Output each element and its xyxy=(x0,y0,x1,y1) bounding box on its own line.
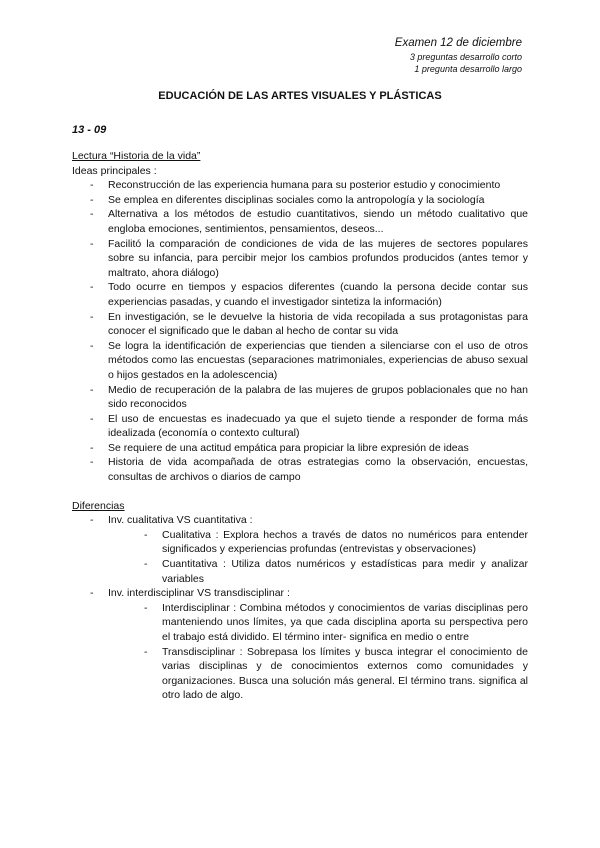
sub-list xyxy=(108,528,528,586)
differences-list xyxy=(72,513,528,703)
list-item: - Reconstrucción de las experiencia humana para su posterior estudio y conocimiento xyxy=(72,178,528,193)
ideas-list xyxy=(72,178,528,484)
ideas-label: Ideas principales : xyxy=(72,164,157,177)
notes-content xyxy=(72,149,528,703)
sub-list xyxy=(108,601,528,703)
group-label: Inv. cualitativa VS cuantitativa : xyxy=(108,514,253,527)
differences-heading: Diferencias xyxy=(72,499,125,512)
exam-header xyxy=(395,36,522,75)
list-item: - En investigación, se le devuelve la historia de vida recopilada a sus protagonistas para conocer el significado que le daban al hecho de contar su vida xyxy=(72,310,528,339)
exam-long-question: 1 pregunta desarrollo largo xyxy=(414,64,522,74)
session-date: 13 - 09 xyxy=(72,124,107,136)
list-item xyxy=(72,513,528,586)
list-item: - Se emplea en diferentes disciplinas sociales como la antropología y la sociología xyxy=(72,193,528,208)
list-item: - Cuantitativa : Utiliza datos numéricos y estadísticas para medir y analizar variables xyxy=(108,557,528,586)
list-item: - El uso de encuestas es inadecuado ya que el sujeto tiende a responder de forma más idealizada (economía o contexto cultural) xyxy=(72,412,528,441)
list-item xyxy=(72,586,528,703)
list-item: - Se requiere de una actitud empática para propiciar la libre expresión de ideas xyxy=(72,441,528,456)
list-item: - Interdisciplinar : Combina métodos y conocimientos de varias disciplinas pero manteniendo unos límites, ya que cada disciplina aporta su perspectiva pero el trabajo está dividido. El término inter- significa en medio o entre xyxy=(108,601,528,645)
list-item: - Cualitativa : Explora hechos a través de datos no numéricos para entender significados y experiencias profundas (entrevistas y observaciones) xyxy=(108,528,528,557)
list-item: - Facilitó la comparación de condiciones de vida de las mujeres de sectores populares sobre su infancia, para percibir mejor los cambios profundos producidos (antes temor y maltrato, ahora diálogo) xyxy=(72,237,528,281)
reading-heading: Lectura “Historia de la vida” xyxy=(72,150,201,162)
list-item: - Todo ocurre en tiempos y espacios diferentes (cuando la persona decide contar sus experiencias pasadas, y cuando el investigador sintetiza la información) xyxy=(72,280,528,309)
list-item: - Se logra la identificación de experiencias que tienden a silenciarse con el uso de otros métodos como las encuestas (separaciones matrimoniales, experiencias de abuso sexual o hijos gestados en la adolescencia) xyxy=(72,339,528,383)
page-title: EDUCACIÓN DE LAS ARTES VISUALES Y PLÁSTICAS xyxy=(158,90,442,102)
list-item: - Alternativa a los métodos de estudio cuantitativos, siendo un método cualitativo que engloba emociones, sentimientos, pensamientos, deseos... xyxy=(72,207,528,236)
exam-date: Examen 12 de diciembre xyxy=(394,37,522,49)
exam-short-questions: 3 preguntas desarrollo corto xyxy=(409,52,522,62)
list-item: - Historia de vida acompañada de otras estrategias como la observación, encuestas, consultas de archivos o diarios de campo xyxy=(72,455,528,484)
group-label: Inv. interdisciplinar VS transdisciplinar : xyxy=(108,587,290,600)
list-item: - Medio de recuperación de la palabra de las mujeres de grupos poblacionales que no han sido reconocidos xyxy=(72,383,528,412)
list-item: - Transdisciplinar : Sobrepasa los límites y busca integrar el conocimiento de varias disciplinas y de conocimientos externos como comunidades y organizaciones. Busca una solución más general. El término trans. significa al otro lado de algo. xyxy=(108,645,528,703)
